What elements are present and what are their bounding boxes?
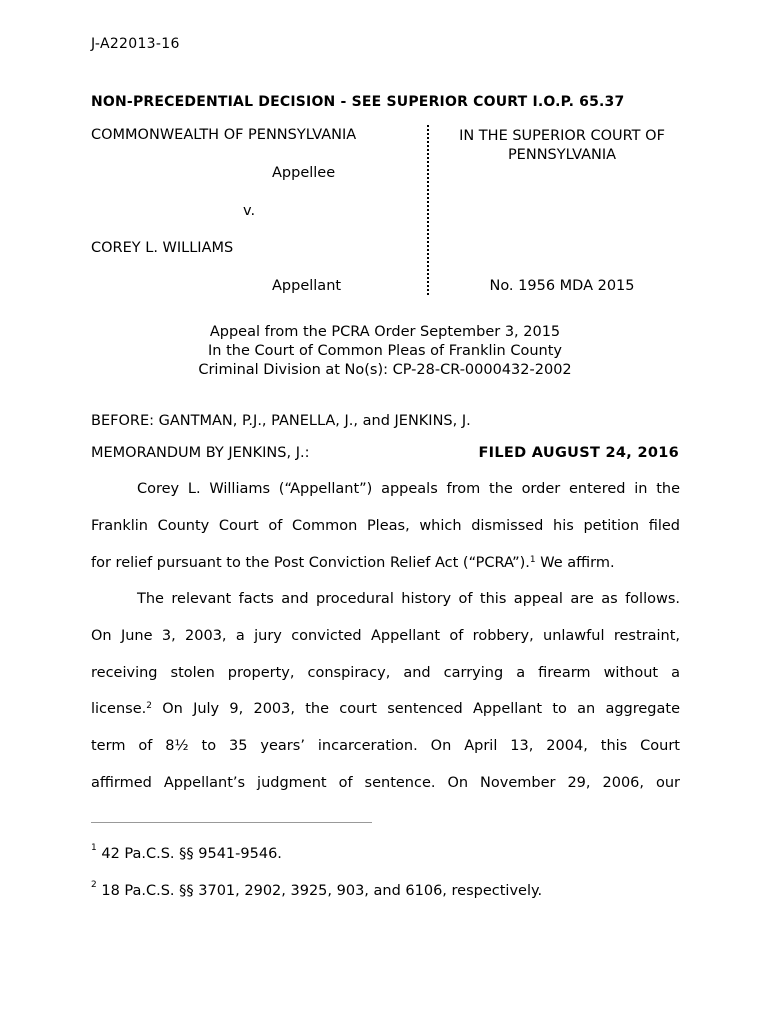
paragraph-line: On June 3, 2003, a jury convicted Appellant of robbery, unlawful restraint, [91,627,680,644]
paragraph-line: Franklin County Court of Common Pleas, which dismissed his petition filed [91,517,680,534]
memorandum-author: MEMORANDUM BY JENKINS, J.: [91,445,310,461]
appeal-line-1: Appeal from the PCRA Order September 3, 2015 [209,324,561,340]
paragraph-line: affirmed Appellant’s judgment of sentence. On November 29, 2006, our [91,774,680,791]
paragraph-line: for relief pursuant to the Post Conviction Relief Act (“PCRA”).$^1$ We affirm. [91,554,615,571]
footnote-marker: 1 [529,554,536,565]
footnote-1: $^1$ 42 Pa.C.S. §§ 9541-9546. [91,843,282,862]
caption-divider [427,125,429,295]
versus: v. [243,203,256,219]
paragraph-1 [91,471,680,581]
plaintiff-name: COMMONWEALTH OF PENNSYLVANIA [91,127,357,143]
panel-before: BEFORE: GANTMAN, P.J., PANELLA, J., and JENKINS, J. [91,413,471,429]
paragraph-line: The relevant facts and procedural history of this appeal are as follows. [137,591,680,607]
appeal-line-3: Criminal Division at No(s): CP-28-CR-0000432-2002 [198,362,572,378]
court-name-line1: IN THE SUPERIOR COURT OF [459,128,665,144]
defendant-name: COREY L. WILLIAMS [91,240,234,256]
paragraph-line: receiving stolen property, conspiracy, and carrying a firearm without a [91,664,680,681]
defendant-role: Appellant [272,278,342,294]
paragraph-line: term of 8½ to 35 years’ incarceration. On April 13, 2004, this Court [91,738,680,755]
paragraph-line: Corey L. Williams (“Appellant”) appeals from the order entered in the [137,481,680,497]
docket-number: No. 1956 MDA 2015 [489,278,635,294]
non-precedential-notice: NON-PRECEDENTIAL DECISION - SEE SUPERIOR COURT I.O.P. 65.37 [91,94,625,110]
paragraph-line: license.$^2$ On July 9, 2003, the court sentenced Appellant to an aggregate [91,701,680,718]
filed-date: FILED AUGUST 24, 2016 [478,445,679,461]
footnote-2: $^2$ 18 Pa.C.S. §§ 3701, 2902, 3925, 903, and 6106, respectively. [91,880,543,899]
footnote-marker: 2 [146,701,152,712]
court-name-line2: PENNSYLVANIA [507,147,617,163]
document-id: J-A22013-16 [91,36,180,52]
court-name [436,127,688,165]
plaintiff-role: Appellee [272,165,336,181]
appeal-line-2: In the Court of Common Pleas of Franklin County [208,343,562,359]
footnote-separator [91,822,372,823]
paragraph-2 [91,581,680,802]
